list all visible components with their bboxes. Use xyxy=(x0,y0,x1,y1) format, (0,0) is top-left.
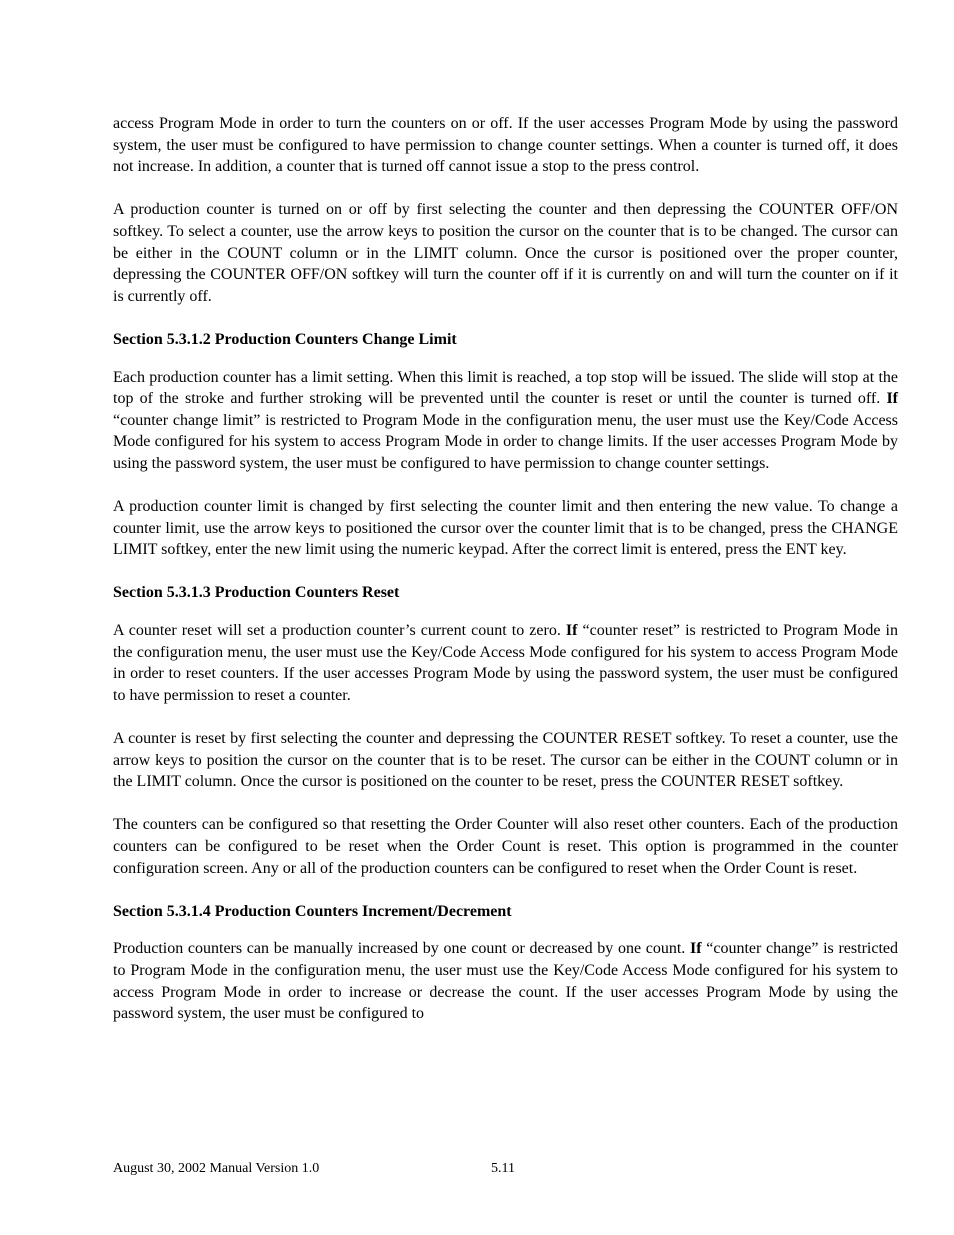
paragraph: The counters can be configured so that resetting the Order Counter will also reset other counters. Each of the production counters can be configured to be reset when the Order Count is reset. This option is programmed in the counter configuration screen. Any or all of the production counters can be configured to reset when the Order Count is reset. xyxy=(113,816,898,877)
paragraph-text: “counter change” is restricted to Program Mode in the configuration menu, the user must use the Key/Code Access Mode configured for his system to access Program Mode in order to increase or decrease the count. If the user accesses Program Mode by using the password system, the user must be configured to xyxy=(113,940,898,1023)
paragraph xyxy=(113,938,898,1024)
paragraph: A production counter is turned on or off by first selecting the counter and then depressing the COUNTER OFF/ON softkey. To select a counter, use the arrow keys to position the cursor on the counter that is to be changed. The cursor can be either in the COUNT column or in the LIMIT column. Once the cursor is positioned over the proper counter, depressing the COUNTER OFF/ON softkey will turn the counter off if it is currently on and will turn the counter on if it is currently off. xyxy=(113,201,898,305)
section-heading: Section 5.3.1.2 Production Counters Change Limit xyxy=(113,330,457,348)
section-heading: Section 5.3.1.3 Production Counters Reset xyxy=(113,584,400,602)
paragraph-bold-text: If xyxy=(886,390,898,408)
document-page xyxy=(113,113,898,1046)
paragraph-text: Production counters can be manually increased by one count or decreased by one count. xyxy=(113,940,690,958)
paragraph xyxy=(113,620,898,706)
paragraph-bold-text: If xyxy=(690,940,702,958)
paragraph-text: “counter reset” is restricted to Program Mode in the configuration menu, the user must use the Key/Code Access Mode configured for his system to access Program Mode in order to reset counters. If the user accesses Program Mode by using the password system, the user must be configured to have permission to reset a counter. xyxy=(113,622,898,704)
paragraph: A production counter limit is changed by first selecting the counter limit and then entering the new value. To change a counter limit, use the arrow keys to positioned the cursor over the counter limit that is to be changed, press the CHANGE LIMIT softkey, enter the new limit using the numeric keypad. After the correct limit is entered, press the ENT key. xyxy=(113,498,898,559)
paragraph-text: “counter change limit” is restricted to Program Mode in the configuration menu, the user must use the Key/Code Access Mode configured for his system to access Program Mode in order to change limits. If the user accesses Program Mode by using the password system, the user must be configured to have permission to change counter settings. xyxy=(113,411,898,472)
paragraph-text: Each production counter has a limit setting. When this limit is reached, a top stop will be issued. The slide will stop at the top of the stroke and further stroking will be prevented until the counter is reset or until the counter is turned off. xyxy=(113,368,898,408)
footer-date-version: August 30, 2002 Manual Version 1.0 xyxy=(113,1161,320,1176)
paragraph-bold-text: If xyxy=(565,622,578,640)
paragraph-text: A counter reset will set a production counter’s current count to zero. xyxy=(113,622,566,640)
section-heading: Section 5.3.1.4 Production Counters Increment/Decrement xyxy=(113,902,512,920)
paragraph xyxy=(113,367,898,475)
page-number: 5.11 xyxy=(491,1161,515,1176)
paragraph: access Program Mode in order to turn the counters on or off. If the user accesses Program Mode by using the password system, the user must be configured to have permission to change counter settings. When a counter is turned off, it does not increase. In addition, a counter that is turned off cannot issue a stop to the press control. xyxy=(113,115,898,176)
paragraph: A counter is reset by first selecting the counter and depressing the COUNTER RESET softkey. To reset a counter, use the arrow keys to position the cursor on the counter that is to be reset. The cursor can be either in the COUNT column or in the LIMIT column. Once the cursor is positioned on the counter to be reset, press the COUNTER RESET softkey. xyxy=(113,730,898,791)
